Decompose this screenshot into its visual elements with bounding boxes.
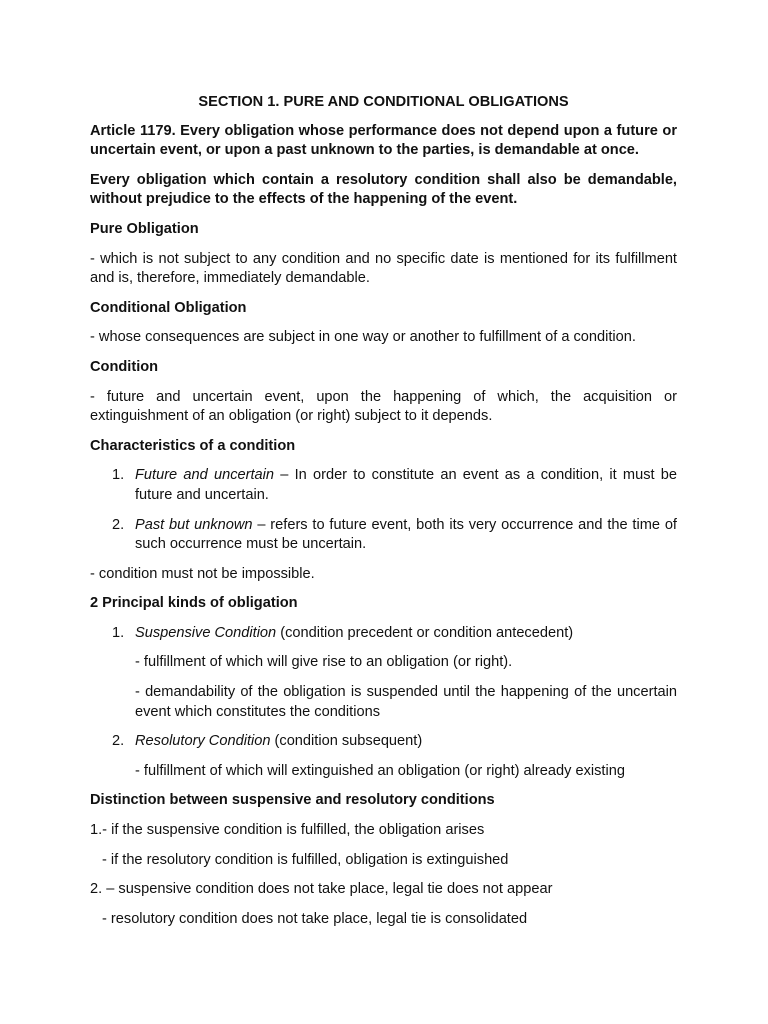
distinction-line: 1.- if the suspensive condition is fulfilled, the obligation arises — [90, 822, 485, 839]
article-1179-paragraph: Article 1179. Every obligation whose performance does not depend upon a future or uncertain event, or upon a past unknown to the parties, is demandable at once. — [90, 122, 677, 159]
characteristics-item — [90, 466, 677, 505]
list-term: Past but unknown — [135, 516, 253, 533]
conditional-obligation-text: - whose consequences are subject in one way or another to fulfillment of a condition. — [90, 329, 636, 346]
list-number: 2. — [112, 516, 125, 533]
list-number: 1. — [112, 467, 125, 484]
list-term: Resolutory Condition — [135, 733, 271, 750]
document-body — [90, 93, 677, 939]
article-1179-second-paragraph: Every obligation which contain a resolutory condition shall also be demandable, without prejudice to the effects of the happening of the event. — [90, 171, 677, 208]
list-text: (condition subsequent) — [270, 733, 423, 750]
distinction-line: - if the resolutory condition is fulfilled, obligation is extinguished — [102, 851, 509, 868]
section-title: SECTION 1. PURE AND CONDITIONAL OBLIGATIONS — [198, 94, 569, 110]
list-text: – In order to constitute an event as a condition, it must be future and uncertain. — [135, 467, 678, 503]
condition-text: - future and uncertain event, upon the happening of which, the acquisition or extinguishment of an obligation (or right) subject to it depends. — [90, 388, 677, 425]
list-text: – refers to future event, both its very occurrence and the time of such occurrence must be uncertain. — [135, 516, 677, 553]
kinds-item-note: - demandability of the obligation is suspended until the happening of the uncertain event which constitutes the conditions — [135, 684, 677, 720]
distinction-line: 2. – suspensive condition does not take place, legal tie does not appear — [90, 881, 553, 898]
conditional-obligation-heading: Conditional Obligation — [90, 299, 247, 316]
pure-obligation-text: - which is not subject to any condition and no specific date is mentioned for its fulfillment and is, therefore, immediately demandable. — [90, 250, 677, 287]
pure-obligation-heading: Pure Obligation — [90, 220, 199, 237]
principal-kinds-heading: 2 Principal kinds of obligation — [90, 595, 298, 612]
kinds-item-note: - fulfillment of which will extinguished an obligation (or right) already existing — [135, 762, 625, 779]
list-text: (condition precedent or condition antecedent) — [276, 624, 574, 641]
characteristics-note: - condition must not be impossible. — [90, 565, 315, 582]
kinds-item — [90, 624, 677, 644]
list-number: 1. — [112, 624, 125, 641]
distinction-line: - resolutory condition does not take place, legal tie is consolidated — [102, 910, 528, 927]
list-term: Suspensive Condition — [135, 624, 277, 641]
kinds-item — [90, 732, 677, 752]
distinction-heading: Distinction between suspensive and resolutory conditions — [90, 792, 495, 809]
list-term: Future and uncertain — [135, 467, 275, 484]
condition-heading: Condition — [90, 358, 159, 375]
characteristics-item — [90, 516, 677, 555]
kinds-item-note: - fulfillment of which will give rise to an obligation (or right). — [135, 654, 513, 671]
characteristics-heading: Characteristics of a condition — [90, 437, 296, 454]
list-number: 2. — [112, 733, 125, 750]
